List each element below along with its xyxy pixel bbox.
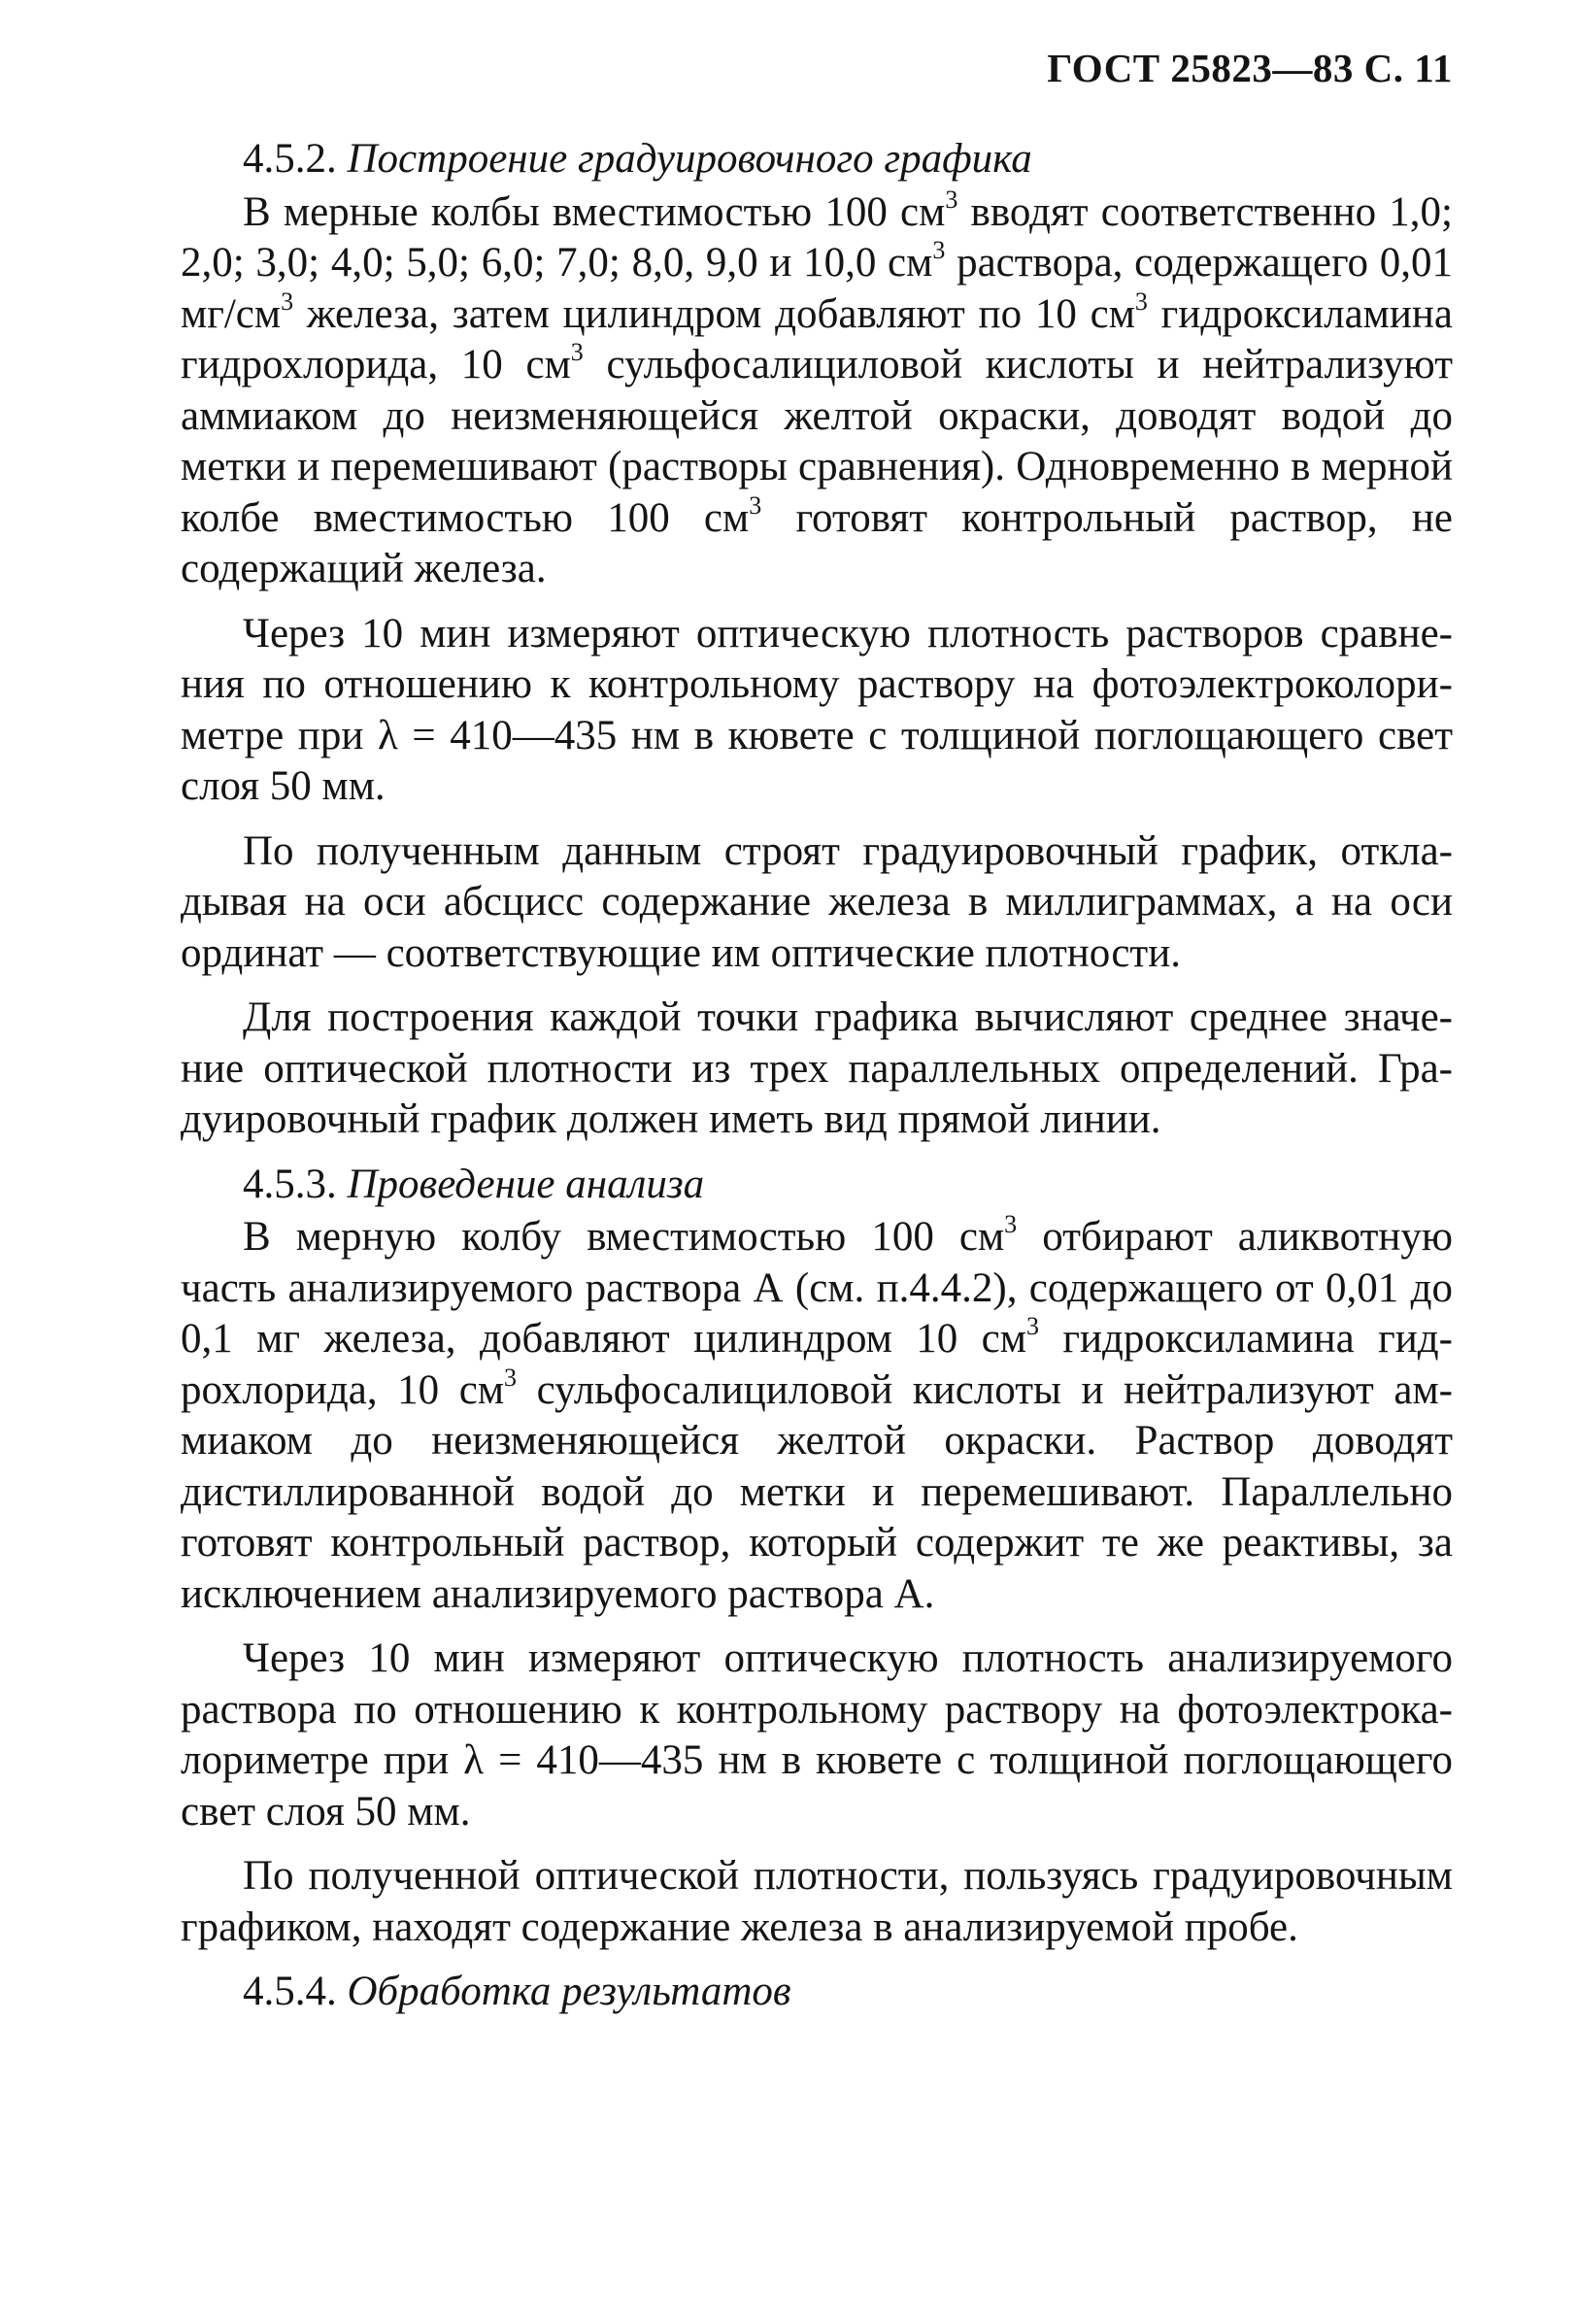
document-body <box>181 134 1453 2020</box>
text-run: готовят контрольный раствор, не содержащий железа. <box>181 494 1453 591</box>
text-run: гидроксиламина гидрохлорида, 10 см <box>181 1316 1453 1413</box>
section-number: 4.5.4. <box>243 1969 337 2014</box>
superscript: 3 <box>504 1363 518 1392</box>
superscript: 3 <box>749 490 762 520</box>
paragraph: По полученным данным строят градуировочный график, откладывая на оси абсцисс содержание железа в миллиграммах, а на оси ординат — соответствующие им оптические плотности. <box>181 827 1453 976</box>
paragraph: Через 10 мин измеряют оптическую плотность растворов сравнения по отношению к контрольному раствору на фотоэлектроколориметре при λ = 410—435 нм в кювете с толщиной поглощающего свет слоя 50 мм. <box>181 610 1453 809</box>
section-number: 4.5.3. <box>243 1161 337 1207</box>
text-run: вводят соответственно 1,0; 2,0; 3,0; 4,0; 5,0; 6,0; 7,0; 8,0, 9,0 и 10,0 см <box>181 188 1453 286</box>
section-title: Обработка результатов <box>347 1969 791 2014</box>
superscript: 3 <box>570 338 584 366</box>
section-heading-4-5-4 <box>181 1967 1453 2018</box>
paragraph <box>181 187 1453 595</box>
text-run: сульфосалициловой кислоты и нейтрализуют аммиаком до неизменяющейся желтой окраски. Раствор доводят дистиллированной водой до метки и перемешивают. Параллельно готовят контрольный раствор, который содержит те же реактивы, за исключением анализируемого раствора А. <box>181 1366 1453 1617</box>
superscript: 3 <box>932 236 946 264</box>
superscript: 3 <box>945 185 958 214</box>
text-run: отбирают аликвотную часть анализируемого раствора А (см. п.4.4.2), содержащего от 0,01 до 0,1 мг железа, добавляют цилиндром 10 см <box>181 1214 1453 1362</box>
text-run: раствора, содержащего 0,01 мг/см <box>181 240 1453 337</box>
paragraph: Для построения каждой точки графика вычисляют среднее значение оптической плотности из трех параллельных определений. Градуировочный график должен иметь вид прямой линии. <box>181 994 1453 1142</box>
paragraph: По полученной оптической плотности, пользуясь градуировочным графиком, находят содержание железа в анализируемой пробе. <box>181 1853 1453 1950</box>
paragraph <box>181 1212 1453 1620</box>
section-title: Построение градуировочного графика <box>347 136 1032 182</box>
paragraph: Через 10 мин измеряют оптическую плотность анализируемого раствора по отношению к контрольному раствору на фотоэлектрокалориметре при λ = 410—435 нм в кювете с толщиной поглощающего свет слоя 50 мм. <box>181 1635 1453 1835</box>
text-run: железа, затем цилиндром добавляют по 10 см <box>293 290 1135 337</box>
section-heading-4-5-2 <box>181 134 1453 185</box>
section-number: 4.5.2. <box>243 136 337 182</box>
running-header: ГОСТ 25823—83 С. 11 <box>1047 46 1453 90</box>
text-run: сульфосалициловой кислоты и нейтрализуют аммиаком до неизменяющейся желтой окраски, доводят водой до метки и перемешивают (растворы сравнения). Одновременно в мерной колбе вместимостью 100 см <box>181 342 1453 541</box>
section-title: Проведение анализа <box>347 1161 705 1207</box>
text-run: гидроксиламина гидрохлорида, 10 см <box>181 290 1453 387</box>
superscript: 3 <box>281 286 294 316</box>
superscript: 3 <box>1134 286 1148 316</box>
superscript: 3 <box>1025 1312 1039 1340</box>
text-run: В мерную колбу вместимостью 100 см <box>243 1214 1005 1260</box>
section-heading-4-5-3 <box>181 1160 1453 1211</box>
text-run: В мерные колбы вместимостью 100 см <box>243 188 946 235</box>
superscript: 3 <box>1004 1210 1018 1238</box>
